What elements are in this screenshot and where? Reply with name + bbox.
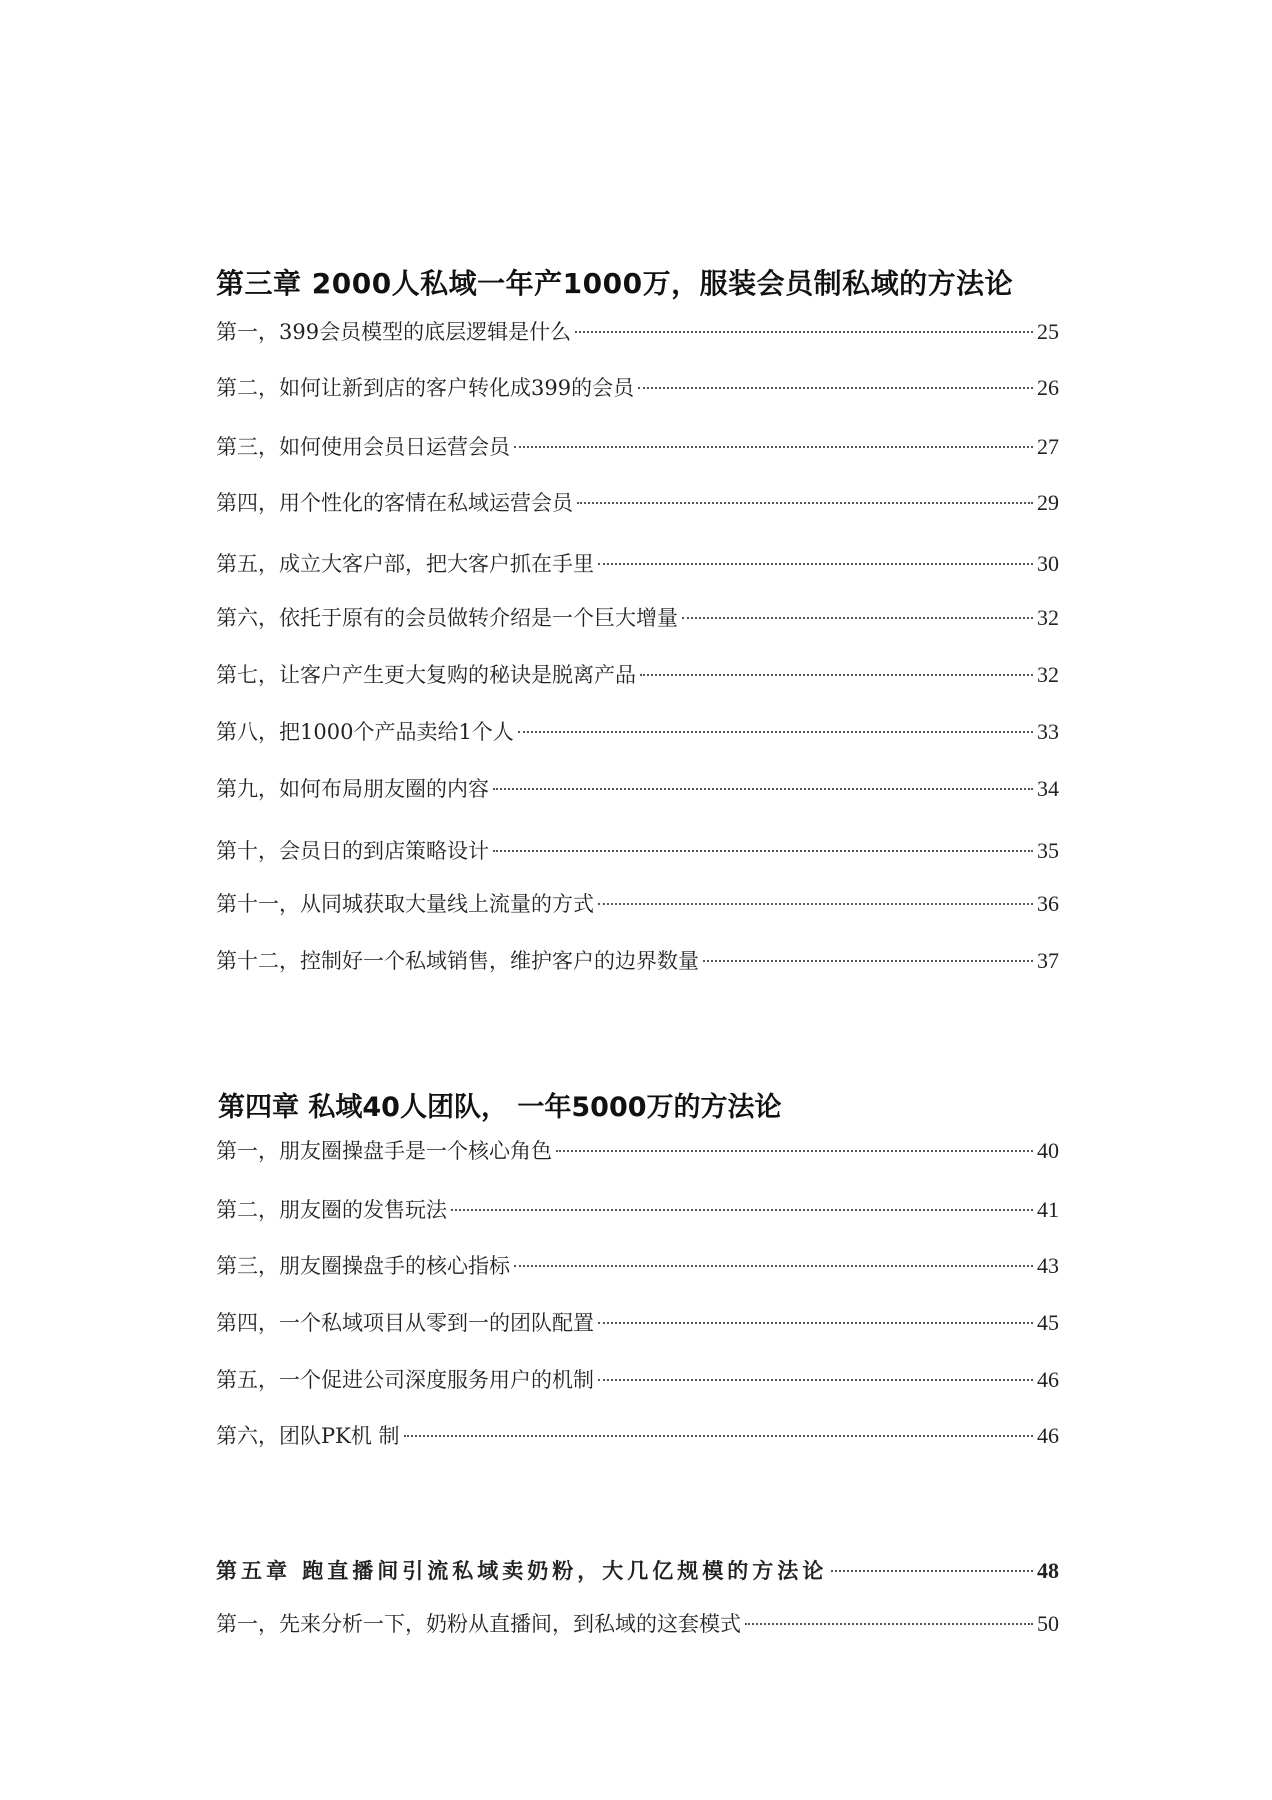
toc-entry[interactable] [216, 1195, 1059, 1225]
toc-entry[interactable] [216, 1365, 1059, 1395]
toc-entry[interactable] [216, 1251, 1059, 1281]
toc-page-number: 27 [1037, 434, 1059, 459]
toc-entry-title: 第四，用个性化的客情在私域运营会员 [216, 491, 573, 515]
toc-page-number: 37 [1037, 948, 1059, 973]
dot-leader [493, 850, 1033, 852]
toc-entry[interactable] [216, 488, 1059, 518]
toc-entry-title: 第一，399会员模型的底层逻辑是什么 [216, 320, 572, 344]
dot-leader [451, 1209, 1033, 1211]
toc-entry[interactable] [216, 660, 1059, 690]
toc-entry[interactable] [216, 373, 1059, 403]
chapter-4-heading: 第四章 私域40人团队， 一年5000万的方法论 [218, 1092, 782, 1123]
toc-entry-title: 第三，朋友圈操盘手的核心指标 [216, 1254, 510, 1278]
toc-page-number: 33 [1037, 719, 1059, 744]
toc-entry-title: 第十一，从同城获取大量线上流量的方式 [216, 892, 594, 916]
toc-entry-title: 第一，朋友圈操盘手是一个核心角色 [216, 1139, 552, 1163]
dot-leader [493, 788, 1033, 790]
toc-entry-title: 第十，会员日的到店策略设计 [216, 839, 489, 863]
chapter-3-heading: 第三章 2000人私域一年产1000万，服装会员制私域的方法论 [216, 267, 1014, 300]
toc-entry[interactable] [216, 836, 1059, 866]
toc-page-number: 32 [1037, 605, 1059, 630]
toc-entry[interactable] [216, 1421, 1059, 1451]
toc-page-number: 32 [1037, 662, 1059, 687]
toc-entry[interactable] [216, 889, 1059, 919]
toc-entry[interactable] [216, 774, 1059, 804]
toc-entry[interactable] [216, 717, 1059, 747]
toc-entry-title: 第八，把1000个产品卖给1个人 [216, 720, 514, 744]
toc-page-number: 34 [1037, 776, 1059, 801]
toc-entry[interactable] [216, 603, 1059, 633]
dot-leader [745, 1623, 1033, 1625]
toc-entry-title: 第五，一个促进公司深度服务用户的机制 [216, 1368, 594, 1392]
dot-leader [556, 1150, 1033, 1152]
dot-leader [831, 1570, 1033, 1572]
toc-page-number: 29 [1037, 490, 1059, 515]
dot-leader [518, 731, 1033, 733]
toc-entry[interactable] [216, 946, 1059, 976]
toc-entry-title: 第六，团队PK机 制 [216, 1424, 400, 1448]
dot-leader [703, 960, 1033, 962]
dot-leader [514, 1265, 1033, 1267]
toc-page-number: 45 [1037, 1310, 1059, 1335]
dot-leader [404, 1435, 1034, 1437]
toc-entry[interactable] [216, 549, 1059, 579]
chapter-5-heading[interactable] [216, 1556, 1059, 1586]
dot-leader [598, 1379, 1033, 1381]
dot-leader [514, 446, 1033, 448]
toc-entry-title: 第五，成立大客户部，把大客户抓在手里 [216, 552, 594, 576]
toc-entry-title: 第十二，控制好一个私域销售，维护客户的边界数量 [216, 949, 699, 973]
toc-entry[interactable] [216, 1308, 1059, 1338]
toc-entry[interactable] [216, 1136, 1059, 1166]
toc-entry-title: 第五章 跑直播间引流私域卖奶粉，大几亿规模的方法论 [216, 1559, 828, 1583]
toc-page-number: 26 [1037, 375, 1059, 400]
toc-entry[interactable] [216, 1609, 1059, 1639]
toc-page-number: 40 [1037, 1138, 1059, 1163]
toc-page-number: 36 [1037, 891, 1059, 916]
toc-page-number: 48 [1037, 1558, 1059, 1583]
toc-entry-title: 第六，依托于原有的会员做转介绍是一个巨大增量 [216, 606, 678, 630]
toc-entry-title: 第四，一个私域项目从零到一的团队配置 [216, 1311, 594, 1335]
dot-leader [577, 502, 1033, 504]
toc-entry-title: 第二，如何让新到店的客户转化成399的会员 [216, 376, 635, 400]
toc-page-number: 30 [1037, 551, 1059, 576]
toc-entry-title: 第九，如何布局朋友圈的内容 [216, 777, 489, 801]
toc-entry-title: 第七，让客户产生更大复购的秘诀是脱离产品 [216, 663, 636, 687]
toc-entry-title: 第三，如何使用会员日运营会员 [216, 435, 510, 459]
toc-entry[interactable] [216, 432, 1059, 462]
dot-leader [598, 1322, 1033, 1324]
dot-leader [638, 387, 1033, 389]
toc-page-number: 35 [1037, 838, 1059, 863]
dot-leader [598, 563, 1033, 565]
dot-leader [640, 674, 1033, 676]
toc-page-number: 46 [1037, 1423, 1059, 1448]
toc-page-number: 43 [1037, 1253, 1059, 1278]
toc-entry-title: 第一，先来分析一下，奶粉从直播间，到私域的这套模式 [216, 1612, 741, 1636]
dot-leader [598, 903, 1033, 905]
toc-entry[interactable] [216, 317, 1059, 347]
toc-page-number: 50 [1037, 1611, 1059, 1636]
toc-page-number: 46 [1037, 1367, 1059, 1392]
dot-leader [575, 331, 1033, 333]
dot-leader [682, 617, 1033, 619]
toc-page-number: 25 [1037, 319, 1059, 344]
toc-entry-title: 第二，朋友圈的发售玩法 [216, 1198, 447, 1222]
toc-page-number: 41 [1037, 1197, 1059, 1222]
